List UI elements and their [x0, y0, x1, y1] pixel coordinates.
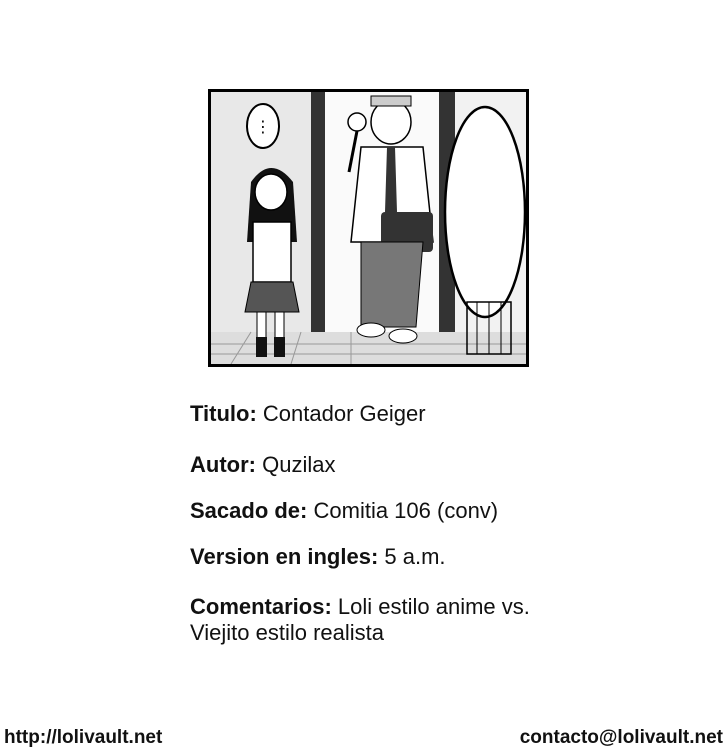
sacado-value: Comitia 106 (conv) — [313, 498, 499, 523]
titulo-value: Contador Geiger — [262, 401, 426, 426]
version-value: 5 a.m. — [384, 544, 446, 569]
website-link[interactable]: http://lolivault.net — [4, 727, 163, 748]
credit-title-row — [190, 400, 426, 428]
autor-value: Quzilax — [262, 452, 336, 477]
credit-comments-row — [190, 593, 530, 621]
contact-email-link[interactable]: contacto@lolivault.net — [519, 727, 723, 748]
credit-comments-continuation — [190, 619, 384, 647]
titulo-label: Titulo: — [190, 401, 257, 426]
credit-english-version-row — [190, 543, 446, 571]
credit-author-row — [190, 451, 335, 479]
version-label: Version en ingles: — [190, 544, 379, 569]
autor-label: Autor: — [190, 452, 256, 477]
speech-bubble-ellipsis: ⋮ — [255, 117, 271, 136]
comentarios-value-line1: Loli estilo anime vs. — [337, 594, 530, 619]
manga-panel-illustration — [208, 89, 529, 367]
comentarios-label: Comentarios: — [190, 594, 332, 619]
comentarios-value-line2: Viejito estilo realista — [190, 620, 385, 645]
sacado-label: Sacado de: — [190, 498, 308, 523]
credit-source-row — [190, 497, 498, 525]
